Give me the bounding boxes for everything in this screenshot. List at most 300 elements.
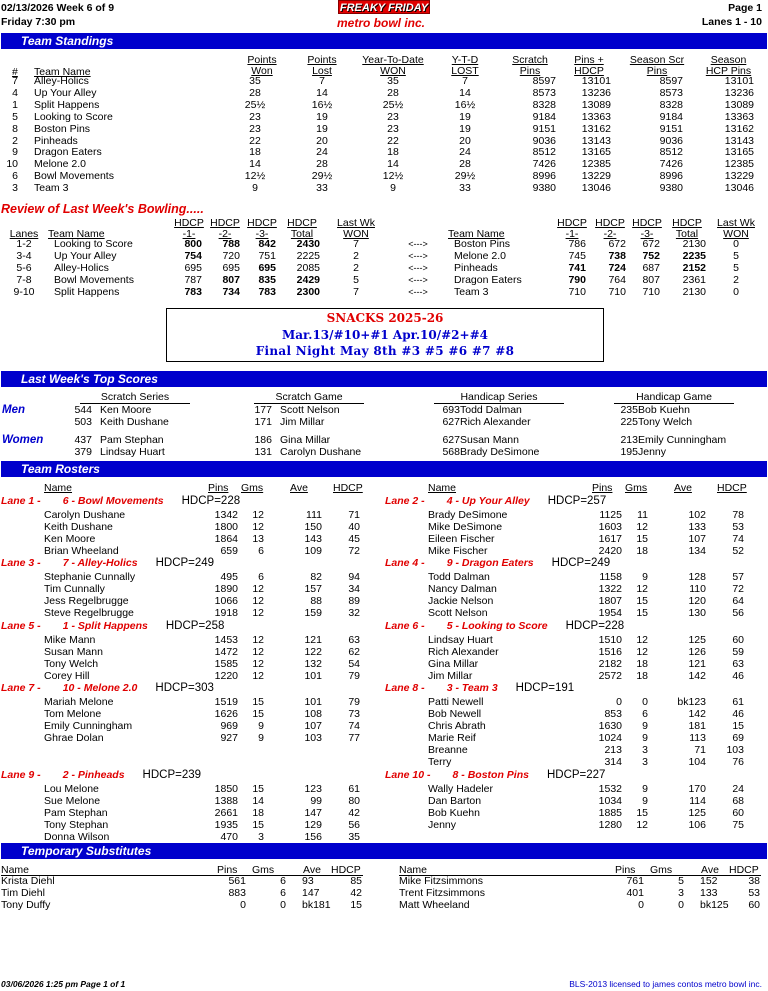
- subs-header: Ave: [701, 864, 719, 876]
- sub-pins: 761: [626, 875, 644, 887]
- standings-cell: 12½: [382, 170, 404, 183]
- top-score-header: Handicap Series: [434, 392, 564, 404]
- roster-player-hdcp: 103: [726, 744, 744, 756]
- roster-player-games: 18: [636, 545, 648, 557]
- roster-player-hdcp: 94: [348, 571, 360, 583]
- sub-hdcp: 15: [350, 899, 362, 911]
- review-cell: 788: [222, 238, 240, 250]
- roster-player-hdcp: 15: [732, 720, 744, 732]
- review-row: [0, 287, 762, 299]
- snacks-line-2: Final Night May 8th #3 #5 #6 #7 #8: [255, 344, 515, 358]
- review-header-cell: [388, 218, 448, 239]
- roster-player-pins: 1220: [214, 670, 238, 682]
- roster-player-name: Susan Mann: [44, 646, 103, 658]
- roster-player-ave: 142: [688, 708, 706, 720]
- review-header-cell: [280, 218, 324, 239]
- review-cell: Melone 2.0: [454, 249, 506, 262]
- roster-player-name: Carolyn Dushane: [44, 509, 126, 521]
- team-label: 2 - Pinheads: [62, 769, 125, 781]
- page-number: Page 1: [728, 2, 762, 14]
- standings-row: [0, 100, 762, 112]
- roster-player-hdcp: 35: [348, 831, 360, 843]
- roster-player-hdcp: 52: [732, 545, 744, 557]
- review-cell: 2: [733, 273, 739, 286]
- roster-player-name: Brady DeSimone: [428, 509, 508, 521]
- lane-label: Lane 7 -: [1, 682, 41, 694]
- review-cell: <--->: [408, 286, 428, 297]
- subs-header: Gms: [252, 864, 275, 876]
- review-cell: 695: [258, 261, 276, 274]
- roster-player-name: Jim Millar: [428, 670, 473, 682]
- roster-player-hdcp: 61: [348, 783, 360, 795]
- standings-cell: 4: [12, 86, 18, 99]
- subs-header: Ave: [303, 864, 321, 876]
- standings-cell: 23: [387, 110, 399, 123]
- roster-player-hdcp: 42: [348, 807, 360, 819]
- review-cell: 786: [568, 238, 586, 250]
- roster-player-ave: 123: [304, 783, 322, 795]
- roster-player-games: 18: [252, 807, 264, 819]
- standings-cell: 20: [459, 134, 471, 147]
- review-cell: 695: [222, 261, 240, 274]
- standings-cell: 5: [12, 110, 18, 123]
- review-cell: 7-8: [16, 273, 32, 286]
- col-team-name: Team Name: [34, 66, 91, 78]
- standings-row: [0, 88, 762, 100]
- standings-cell: 8: [12, 122, 18, 135]
- roster-player-pins: 1453: [214, 634, 238, 646]
- roster-player-games: 6: [642, 708, 648, 720]
- top-score-name: Jenny: [638, 446, 667, 458]
- standings-cell: 9380: [659, 182, 683, 195]
- standings-cell: 7426: [532, 158, 556, 171]
- standings-cell: 19: [459, 110, 471, 123]
- roster-player-pins: 1864: [214, 533, 238, 545]
- review-table: [0, 218, 762, 299]
- top-score-value: 131: [254, 446, 272, 458]
- roster-player-hdcp: 72: [348, 545, 360, 557]
- review-cell: 3-4: [16, 249, 32, 262]
- review-cell: 741: [568, 261, 586, 274]
- sub-pins: 0: [240, 899, 246, 911]
- roster-player-games: 12: [636, 819, 648, 831]
- standings-cell: 10: [6, 158, 18, 171]
- roster-player-pins: 1066: [214, 595, 238, 607]
- sub-name: Trent Fitzsimmons: [399, 887, 485, 899]
- roster-player-name: Ken Moore: [44, 533, 96, 545]
- col-pins-hdcp: Pins + HDCP: [574, 54, 604, 77]
- roster-player-name: Ghrae Dolan: [44, 732, 104, 744]
- review-cell: 710: [608, 285, 626, 298]
- roster-player-hdcp: 74: [732, 533, 744, 545]
- roster-player-hdcp: 57: [732, 571, 744, 583]
- standings-cell: 8996: [659, 170, 683, 183]
- standings-cell: 8328: [659, 98, 683, 111]
- team-label: 8 - Boston Pins: [452, 769, 529, 781]
- top-score-name: Brady DeSimone: [460, 446, 540, 458]
- sub-hdcp: 53: [748, 887, 760, 899]
- roster-player-name: Eileen Fischer: [428, 533, 495, 545]
- standings-cell: 29½: [311, 170, 333, 183]
- lane-label: Lane 3 -: [1, 557, 41, 569]
- roster-player-pins: 213: [604, 744, 622, 756]
- roster-player-games: 12: [252, 634, 264, 646]
- roster-player-hdcp: 53: [732, 521, 744, 533]
- review-cell: 7: [353, 238, 359, 250]
- review-cell: 734: [222, 285, 240, 298]
- review-cell: Boston Pins: [454, 238, 511, 250]
- top-score-value: 544: [74, 404, 92, 416]
- roster-player-ave: 121: [304, 634, 322, 646]
- team-label: 6 - Bowl Movements: [62, 495, 164, 507]
- review-cell: Pinheads: [454, 261, 498, 274]
- roster-player-pins: 1585: [214, 658, 238, 670]
- subs-header: HDCP: [331, 864, 361, 876]
- standings-cell: 1: [12, 98, 18, 111]
- roster-player-ave: 126: [688, 646, 706, 658]
- standings-cell: 8512: [659, 146, 683, 159]
- roster-player-games: 3: [642, 744, 648, 756]
- sub-pins: 0: [638, 899, 644, 911]
- roster-player-hdcp: 60: [732, 807, 744, 819]
- review-cell: 2: [353, 249, 359, 262]
- team-hdcp: HDCP=228: [565, 620, 625, 632]
- roster-player-name: Emily Cunningham: [44, 720, 133, 732]
- roster-player-ave: 103: [304, 732, 322, 744]
- subs-header: Pins: [615, 864, 636, 876]
- roster-header: Pins: [592, 482, 613, 494]
- roster-player-pins: 1516: [598, 646, 622, 658]
- roster-player-ave: 102: [688, 509, 706, 521]
- standings-cell: 29½: [454, 170, 476, 183]
- review-header-text: Last Wk WON: [337, 217, 375, 240]
- roster-player-hdcp: 34: [348, 583, 360, 595]
- review-cell: 0: [733, 285, 739, 298]
- roster-player-games: 6: [258, 571, 264, 583]
- roster-player-games: 11: [637, 509, 648, 521]
- standings-row: [0, 112, 762, 124]
- roster-player-games: 12: [636, 583, 648, 595]
- roster-player-name: Jackie Nelson: [428, 595, 494, 607]
- roster-player-games: 18: [636, 658, 648, 670]
- review-header-cell: [630, 218, 664, 239]
- review-cell: 800: [184, 238, 202, 250]
- section-substitutes: Temporary Substitutes: [1, 843, 767, 859]
- top-score-value: 195: [620, 446, 638, 458]
- roster-player-pins: 1890: [214, 583, 238, 595]
- subs-header: Pins: [217, 864, 238, 876]
- roster-player-name: Mariah Melone: [44, 696, 114, 708]
- team-hdcp: HDCP=249: [155, 557, 215, 569]
- standings-cell: 8573: [532, 86, 556, 99]
- roster-player-name: Donna Wilson: [44, 831, 110, 843]
- review-cell: Bowl Movements: [54, 273, 134, 286]
- roster-player-pins: 1519: [214, 696, 238, 708]
- sub-hdcp: 38: [748, 875, 760, 887]
- roster-player-name: Mike DeSimone: [428, 521, 503, 533]
- standings-cell: 13143: [724, 134, 754, 147]
- roster-player-hdcp: 64: [732, 595, 744, 607]
- roster-player-pins: 1885: [598, 807, 622, 819]
- roster-player-hdcp: 63: [732, 658, 744, 670]
- standings-cell: 23: [249, 122, 261, 135]
- roster-player-hdcp: 61: [732, 696, 744, 708]
- men-label: Men: [2, 404, 25, 416]
- snacks-title: SNACKS 2025-26: [326, 311, 444, 325]
- team-hdcp: HDCP=228: [181, 495, 241, 507]
- sub-games: 5: [678, 875, 684, 887]
- roster-player-games: 15: [636, 807, 648, 819]
- roster-player-name: Lou Melone: [44, 783, 99, 795]
- top-score-value: 186: [254, 434, 272, 446]
- roster-player-name: Chris Abrath: [428, 720, 486, 732]
- roster-player-ave: 114: [689, 795, 706, 807]
- roster-player-ave: 99: [310, 795, 322, 807]
- roster-player-name: Mike Fischer: [428, 545, 488, 557]
- standings-cell: 28: [459, 158, 471, 171]
- roster-player-pins: 1280: [598, 819, 622, 831]
- roster-player-games: 9: [642, 732, 648, 744]
- roster-player-games: 15: [252, 708, 264, 720]
- roster-player-pins: 2182: [598, 658, 622, 670]
- roster-player-pins: 2661: [214, 807, 238, 819]
- review-cell: <--->: [408, 250, 428, 261]
- standings-cell: 7: [462, 75, 468, 87]
- col-points-won: Points Won: [247, 54, 277, 77]
- roster-player-games: 12: [252, 595, 264, 607]
- sub-name: Mike Fitzsimmons: [399, 875, 484, 887]
- standings-cell: 35: [387, 75, 399, 87]
- roster-player-games: 0: [642, 696, 648, 708]
- standings-cell: 19: [459, 122, 471, 135]
- subs-header: Name: [399, 864, 428, 876]
- roster-player-hdcp: 59: [732, 646, 744, 658]
- roster-player-pins: 1850: [214, 783, 238, 795]
- roster-player-pins: 1024: [598, 732, 622, 744]
- standings-table: [0, 55, 762, 195]
- review-cell: 720: [222, 249, 240, 262]
- standings-row: [0, 124, 762, 136]
- roster-player-pins: 1322: [598, 583, 622, 595]
- review-header-text: HDCP -3-: [247, 217, 277, 240]
- roster-player-pins: 2420: [598, 545, 622, 557]
- roster-player-ave: 134: [688, 545, 706, 557]
- roster-player-games: 12: [252, 521, 264, 533]
- roster-player-ave: 150: [304, 521, 322, 533]
- standings-cell: 18: [249, 146, 261, 159]
- review-header-cell: [0, 218, 48, 239]
- standings-cell: Up Your Alley: [34, 86, 97, 99]
- sub-pins: 401: [626, 887, 644, 899]
- roster-player-ave: bk123: [677, 696, 706, 708]
- standings-cell: 28: [387, 86, 399, 99]
- review-cell: 9-10: [13, 285, 35, 298]
- review-cell: <--->: [408, 239, 428, 249]
- review-header-text: HDCP -2-: [210, 217, 240, 240]
- standings-cell: 28: [249, 86, 261, 99]
- sub-games: 3: [678, 887, 684, 899]
- roster-player-pins: 2572: [598, 670, 622, 682]
- subs-header: HDCP: [729, 864, 759, 876]
- roster-player-hdcp: 79: [348, 670, 360, 682]
- roster-player-pins: 1472: [214, 646, 238, 658]
- sub-hdcp: 42: [350, 887, 362, 899]
- roster-player-name: Tony Stephan: [44, 819, 109, 831]
- roster-player-ave: 132: [304, 658, 322, 670]
- review-cell: 7: [353, 285, 359, 298]
- review-header-text: HDCP Total: [287, 217, 317, 240]
- review-header-cell: [554, 218, 590, 239]
- top-score-header: Handicap Game: [614, 392, 734, 404]
- top-score-name: Gina Millar: [280, 434, 331, 446]
- standings-cell: 6: [12, 170, 18, 183]
- roster-player-ave: 125: [688, 807, 706, 819]
- roster-player-name: Pam Stephan: [44, 807, 108, 819]
- standings-cell: 13101: [724, 75, 754, 87]
- roster-player-pins: 1954: [598, 607, 622, 619]
- roster-player-hdcp: 89: [348, 595, 360, 607]
- roster-player-name: Sue Melone: [44, 795, 101, 807]
- standings-cell: 23: [387, 122, 399, 135]
- standings-cell: 9151: [532, 122, 556, 135]
- col-points-lost: Points Lost: [307, 54, 337, 77]
- roster-player-name: Jenny: [428, 819, 457, 831]
- standings-cell: Dragon Eaters: [34, 146, 102, 159]
- roster-player-hdcp: 69: [732, 732, 744, 744]
- roster-lane-header: [385, 495, 606, 507]
- day-time: Friday 7:30 pm: [1, 16, 76, 28]
- roster-lane-header: [385, 769, 605, 781]
- review-cell: 1-2: [16, 238, 32, 250]
- top-score-name: Rich Alexander: [460, 416, 531, 428]
- roster-player-ave: 108: [304, 708, 322, 720]
- roster-player-ave: 101: [304, 670, 322, 682]
- standings-cell: Melone 2.0: [34, 158, 86, 171]
- standings-cell: 8328: [532, 98, 556, 111]
- roster-player-hdcp: 80: [348, 795, 360, 807]
- roster-player-games: 14: [252, 795, 264, 807]
- lanes-range: Lanes 1 - 10: [701, 16, 762, 28]
- review-cell: 835: [258, 273, 276, 286]
- roster-lane-header: [1, 620, 224, 632]
- review-header-cell: [710, 218, 762, 239]
- review-cell: 2152: [682, 261, 706, 274]
- review-header-cell: [172, 218, 206, 239]
- review-cell: 2300: [296, 285, 320, 298]
- roster-player-games: 15: [252, 783, 264, 795]
- standings-cell: 9184: [659, 110, 683, 123]
- roster-player-name: Rich Alexander: [428, 646, 499, 658]
- standings-cell: 7426: [659, 158, 683, 171]
- roster-player-ave: 143: [304, 533, 322, 545]
- standings-cell: 19: [316, 122, 328, 135]
- standings-cell: 22: [249, 134, 261, 147]
- col-season-scr: Season Scr Pins: [629, 54, 685, 77]
- roster-player-games: 12: [252, 670, 264, 682]
- roster-player-games: 9: [258, 732, 264, 744]
- roster-player-games: 9: [642, 795, 648, 807]
- roster-player-name: Tony Welch: [44, 658, 99, 670]
- roster-player-pins: 1626: [214, 708, 238, 720]
- sub-name: Krista Diehl: [1, 875, 55, 887]
- standings-cell: 12385: [724, 158, 754, 171]
- review-cell: 783: [258, 285, 276, 298]
- team-hdcp: HDCP=249: [551, 557, 611, 569]
- top-score-name: Carolyn Dushane: [280, 446, 362, 458]
- standings-cell: 18: [387, 146, 399, 159]
- roster-player-games: 15: [636, 607, 648, 619]
- standings-cell: 35: [249, 75, 261, 87]
- top-score-value: 171: [254, 416, 272, 428]
- roster-player-name: Scott Nelson: [428, 607, 488, 619]
- sub-hdcp: 60: [748, 899, 760, 911]
- standings-cell: 25½: [382, 98, 404, 111]
- league-title: FREAKY FRIDAY: [339, 2, 429, 14]
- col-rank: #: [12, 66, 18, 78]
- review-header-text: Last Wk WON: [717, 217, 755, 240]
- roster-player-ave: 170: [688, 783, 706, 795]
- standings-cell: 8512: [532, 146, 556, 159]
- roster-player-ave: 156: [304, 831, 322, 843]
- roster-lane-header: [1, 769, 201, 781]
- standings-row: [0, 159, 762, 171]
- roster-player-hdcp: 78: [732, 509, 744, 521]
- roster-player-games: 9: [642, 783, 648, 795]
- top-score-name: Jim Millar: [280, 416, 325, 428]
- sub-ave: bk181: [302, 899, 331, 911]
- roster-player-hdcp: 77: [348, 732, 360, 744]
- roster-player-ave: 142: [688, 670, 706, 682]
- roster-player-pins: 0: [616, 696, 622, 708]
- review-cell: <--->: [408, 274, 428, 285]
- review-cell: 724: [608, 261, 626, 274]
- standings-cell: 13162: [724, 122, 754, 135]
- footer-printed: 03/06/2026 1:25 pm Page 1 of 1: [1, 979, 126, 989]
- review-row: [0, 263, 762, 275]
- top-score-value: 235: [620, 404, 638, 416]
- top-score-header: Scratch Series: [80, 392, 190, 404]
- team-hdcp: HDCP=257: [547, 495, 607, 507]
- top-score-name: Scott Nelson: [280, 404, 340, 416]
- roster-player-ave: 106: [688, 819, 706, 831]
- standings-cell: 8597: [659, 75, 683, 87]
- roster-player-hdcp: 79: [348, 696, 360, 708]
- roster-player-ave: 71: [694, 744, 706, 756]
- standings-row: [0, 147, 762, 159]
- roster-player-pins: 1034: [598, 795, 622, 807]
- section-review: Review of Last Week's Bowling.....: [1, 202, 204, 216]
- standings-cell: Alley-Holics: [34, 75, 89, 87]
- lane-label: Lane 10 -: [385, 769, 431, 781]
- roster-player-games: 12: [252, 509, 264, 521]
- review-header-cell: [244, 218, 280, 239]
- roster-player-pins: 1918: [214, 607, 238, 619]
- sub-pins: 883: [228, 887, 246, 899]
- review-header-cell: [206, 218, 244, 239]
- standings-cell: 13363: [581, 110, 611, 123]
- standings-cell: 9184: [532, 110, 556, 123]
- roster-header: Gms: [625, 482, 648, 494]
- top-score-value: 503: [74, 416, 92, 428]
- review-cell: 0: [733, 238, 739, 250]
- review-header-text: HDCP -1-: [557, 217, 587, 240]
- roster-lane-header: [385, 620, 624, 632]
- roster-player-name: Gina Millar: [428, 658, 479, 670]
- lane-label: Lane 8 -: [385, 682, 425, 694]
- roster-player-ave: 129: [304, 819, 322, 831]
- standings-cell: 22: [387, 134, 399, 147]
- roster-player-games: 12: [252, 658, 264, 670]
